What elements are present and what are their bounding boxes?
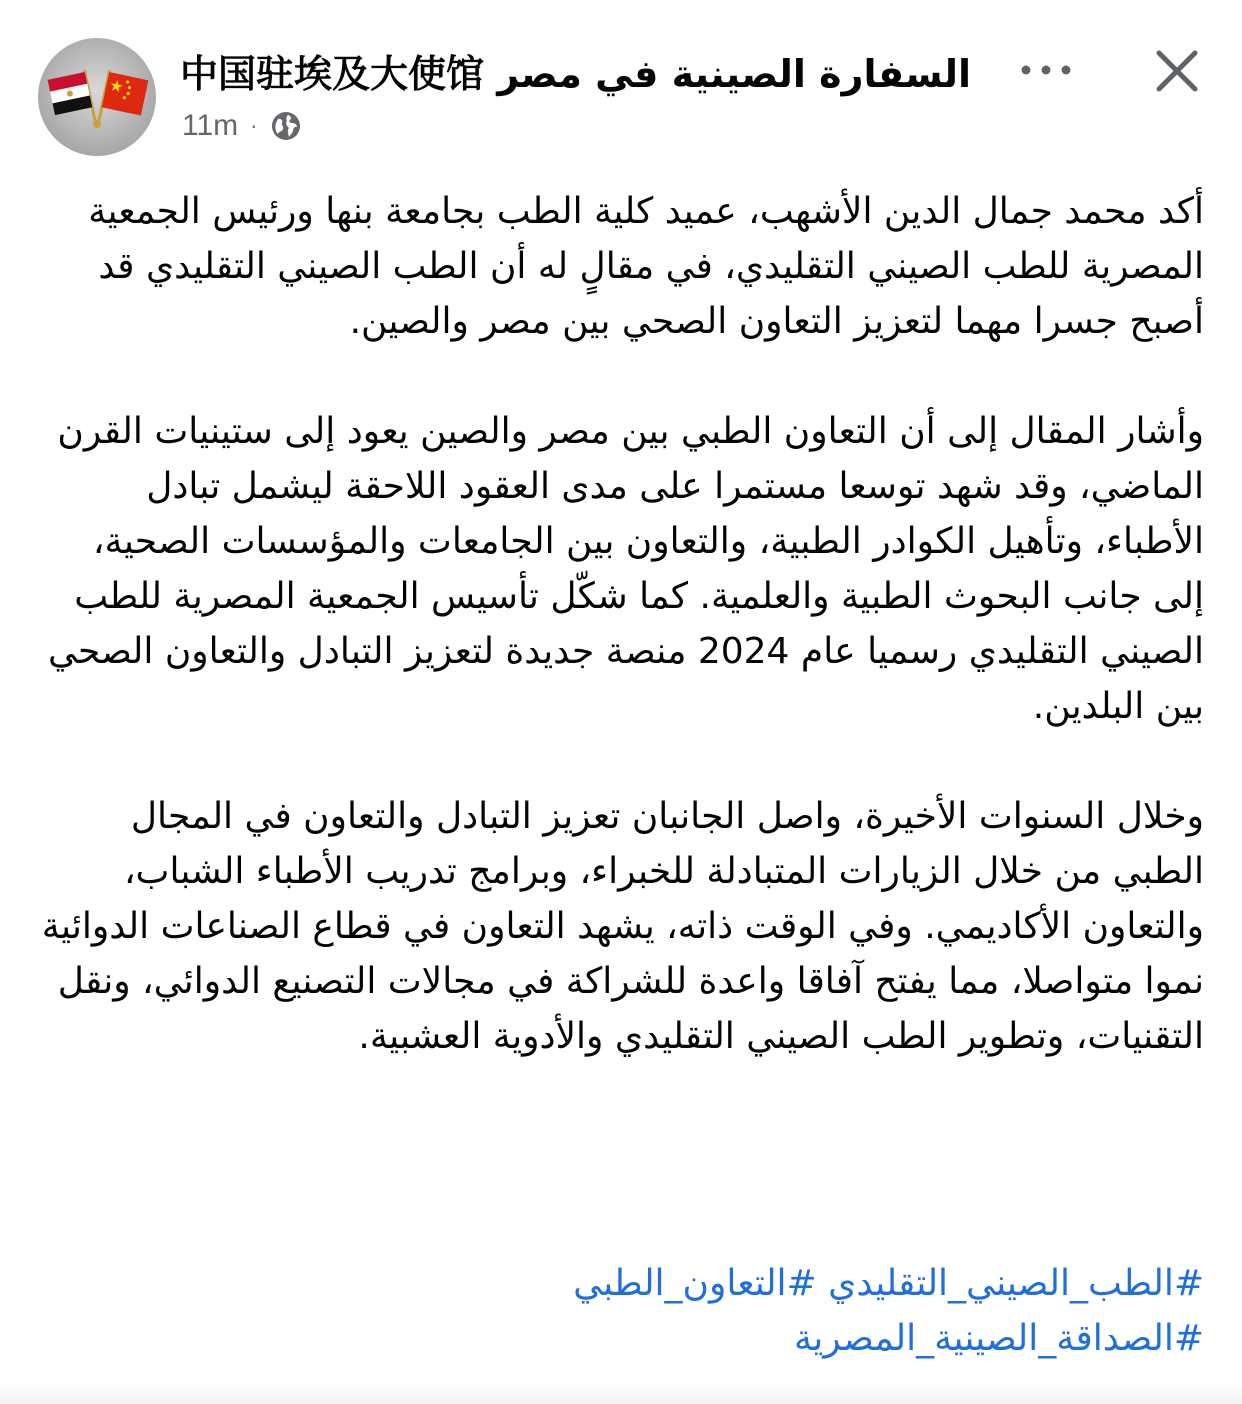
post-paragraph-1: أكد محمد جمال الدين الأشهب، عميد كلية الطب بجامعة بنها ورئيس الجمعية المصرية للطب الصيني التقليدي، في مقالٍ له أن الطب الصيني التقليدي قد أصبح جسرا مهما لتعزيز التعاون الصحي بين مصر والصين. [88, 191, 1204, 342]
hashtag-line-2 [38, 1311, 1204, 1366]
bottom-divider [0, 1384, 1242, 1404]
hashtag-link[interactable]: #التعاون_الطبي [573, 1263, 817, 1304]
hashtag-link[interactable]: #الطب_الصيني_التقليدي [828, 1263, 1204, 1304]
page-name[interactable]: 中国驻埃及大使馆 السفارة الصينية في مصر [180, 52, 972, 96]
more-options-button[interactable] [1016, 46, 1076, 94]
post-meta [182, 106, 303, 146]
globe-icon[interactable] [269, 109, 303, 143]
close-button[interactable] [1146, 40, 1208, 102]
hashtag-link[interactable]: #الصداقة_الصينية_المصرية [793, 1318, 1204, 1359]
meta-separator: · [250, 113, 258, 138]
post-paragraph-3: وخلال السنوات الأخيرة، واصل الجانبان تعزيز التبادل والتعاون في المجال الطبي من خلال الزيارات المتبادلة للخبراء، وبرامج تدريب الأطباء الشباب، والتعاون الأكاديمي. وفي الوقت ذاته، يشهد التعاون في قطاع الصناعات الدوائية نموا متواصلا، مما يفتح آفاقا واعدة للشراكة في مجالات التصنيع الدوائي، ونقل التقنيات، وتطوير الطب الصيني التقليدي والأدوية العشبية. [41, 796, 1204, 1057]
close-icon [1153, 47, 1201, 95]
post-text [38, 184, 1204, 1119]
hashtag-line-1 [38, 1256, 1204, 1311]
more-dots-icon [1019, 63, 1073, 77]
crossed-flags-icon [38, 38, 156, 156]
post-paragraph-2: وأشار المقال إلى أن التعاون الطبي بين مصر والصين يعود إلى ستينيات القرن الماضي، وقد شهد توسعا مستمرا على مدى العقود اللاحقة ليشمل تبادل الأطباء، وتأهيل الكوادر الطبية، والتعاون بين الجامعات والمؤسسات الصحية، إلى جانب البحوث الطبية والعلمية. كما شكّل تأسيس الجمعية المصرية للطب الصيني التقليدي رسميا عام 2024 منصة جديدة لتعزيز التبادل والتعاون الصحي بين البلدين. [47, 411, 1204, 727]
post-hashtags [38, 1256, 1204, 1366]
post-header [0, 0, 1242, 170]
post-timestamp[interactable]: 11m [182, 109, 239, 142]
page-avatar[interactable] [38, 38, 156, 156]
